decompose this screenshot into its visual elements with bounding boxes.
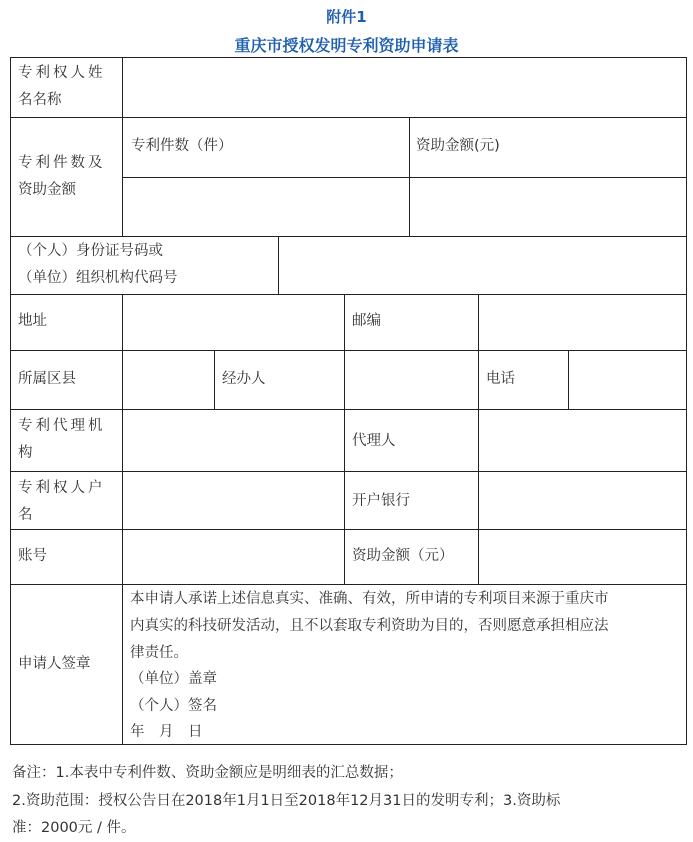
patent-count-amount-label-cont: 资助金额 [18, 182, 76, 198]
date-label: 年 月 日 [130, 724, 203, 740]
postcode-label: 邮编 [352, 313, 381, 329]
account-number-field[interactable] [124, 531, 343, 583]
note-line-2: 2.资助范围：授权公告日在2018年1月1日至2018年12月31日的发明专利；3.资助标 [12, 793, 561, 809]
phone-field[interactable] [570, 352, 686, 408]
account-name-field[interactable] [124, 473, 343, 528]
pledge-text-line3: 律责任。 [130, 645, 188, 661]
form-title: 重庆市授权发明专利资助申请表 [234, 36, 459, 55]
account-name-label: 专利权人户 [18, 480, 106, 496]
patent-count-label: 专利件数（件） [131, 138, 233, 154]
pledge-text-line1: 本申请人承诺上述信息真实、准确、有效，所申请的专利项目来源于重庆市 [130, 591, 609, 607]
patent-count-amount-label: 专利件数及 [18, 155, 106, 171]
signature-label: 申请人签章 [18, 656, 91, 672]
address-field[interactable] [124, 296, 343, 349]
funding-amount-yuan-label: 资助金额（元） [352, 548, 454, 564]
owner-name-label-cont: 名名称 [18, 92, 62, 108]
address-label: 地址 [18, 313, 47, 329]
account-name-label-cont: 名 [18, 507, 33, 523]
agent-field[interactable] [480, 411, 686, 470]
funding-amount-field[interactable] [411, 179, 686, 235]
agency-label-cont: 构 [18, 445, 33, 461]
postcode-field[interactable] [480, 296, 686, 349]
note-line-3: 准：2000元 / 件。 [12, 820, 136, 836]
owner-name-label: 专利权人姓 [18, 65, 106, 81]
phone-label: 电话 [486, 371, 515, 387]
pledge-text-line2: 内真实的科技研发活动，且不以套取专利资助为目的，否则愿意承担相应法 [130, 618, 609, 634]
bank-label: 开户银行 [352, 493, 410, 509]
agent-label: 代理人 [352, 433, 396, 449]
note-line-1: 备注：1.本表中专利件数、资助金额应是明细表的汇总数据； [12, 765, 403, 781]
sign-person-label: （个人）签名 [130, 698, 217, 714]
handler-field[interactable] [346, 352, 477, 408]
patent-count-field[interactable] [124, 179, 408, 235]
owner-name-field[interactable] [124, 59, 686, 116]
org-code-label: （单位）组织机构代码号 [18, 270, 178, 286]
agency-field[interactable] [124, 411, 343, 470]
funding-amount-label: 资助金额(元) [416, 138, 500, 154]
bank-field[interactable] [480, 473, 686, 528]
seal-unit-label: （单位）盖章 [130, 671, 217, 687]
handler-label: 经办人 [222, 371, 266, 387]
account-number-label: 账号 [18, 548, 47, 564]
agency-label: 专利代理机 [18, 418, 106, 434]
district-field[interactable] [124, 352, 213, 408]
id-number-field[interactable] [280, 238, 686, 293]
attachment-label: 附件1 [326, 8, 367, 26]
id-number-label: （个人）身份证号码或 [18, 243, 163, 259]
funding-amount-yuan-field[interactable] [480, 531, 686, 583]
district-label: 所属区县 [18, 371, 76, 387]
